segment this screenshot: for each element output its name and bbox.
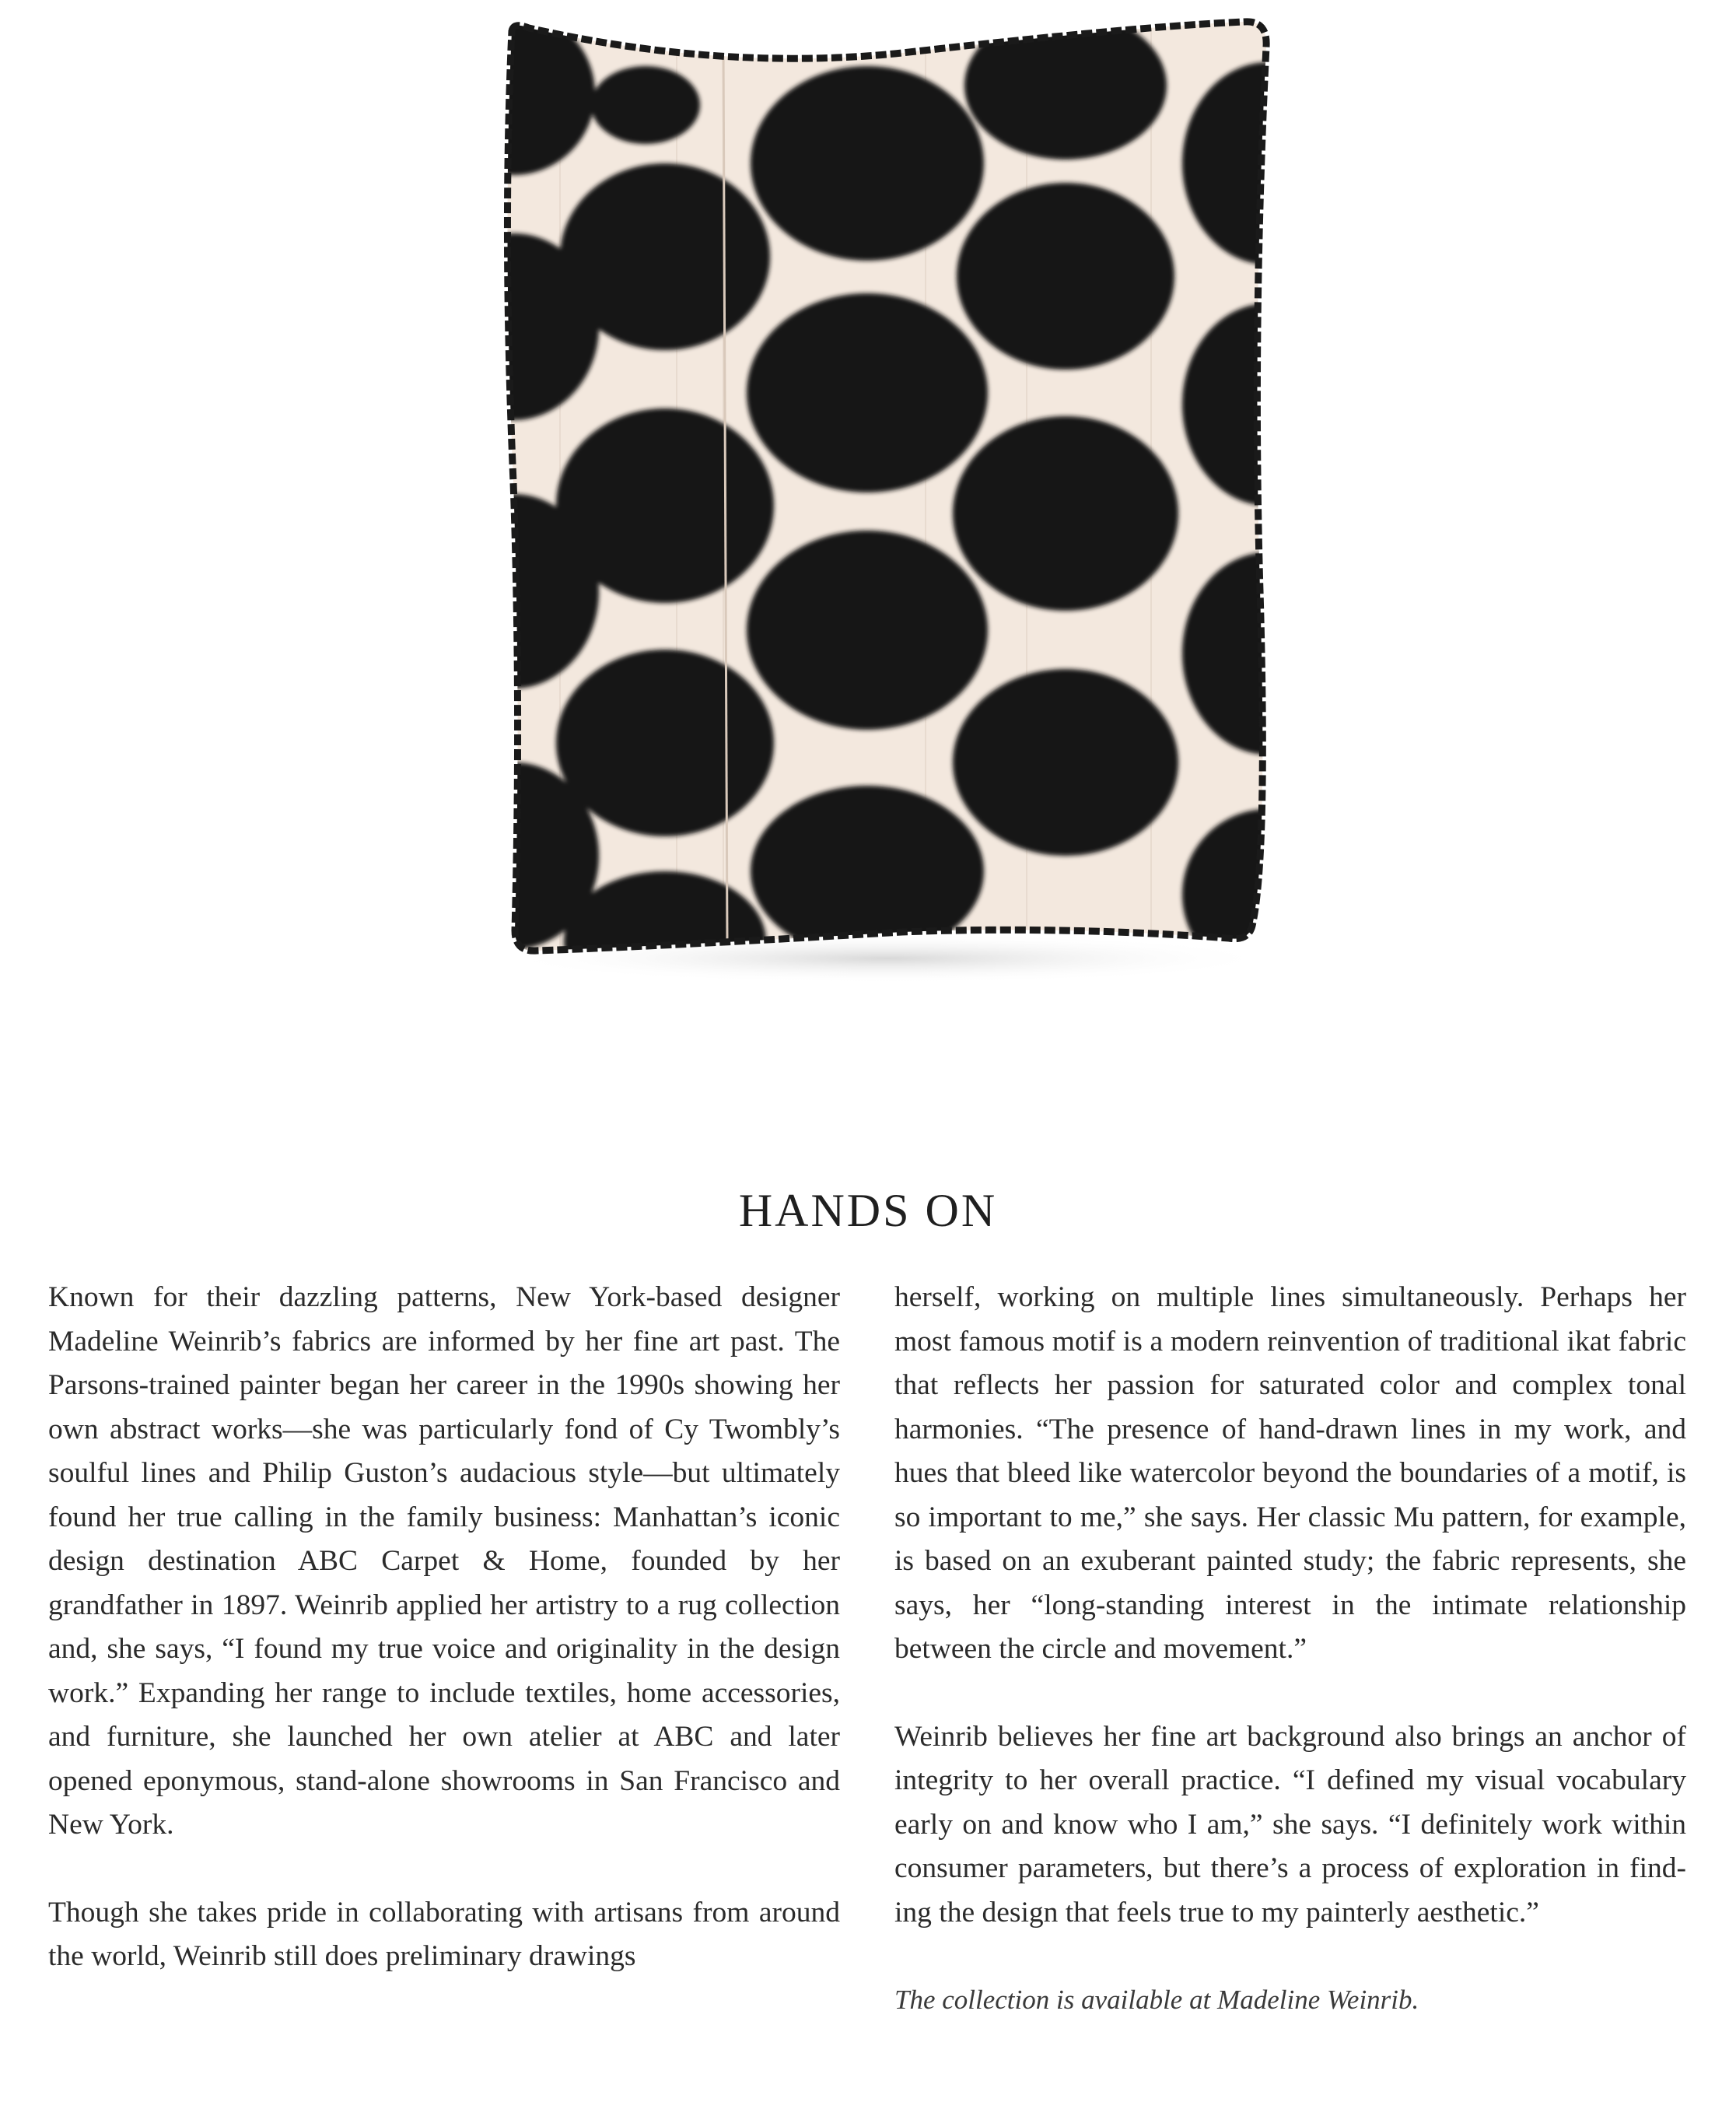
- paragraph: Though she takes pride in collaborating with artisans from around the world, Weinrib still does preliminary drawings: [48, 1896, 840, 1972]
- right-column: [894, 1276, 1686, 2023]
- availability-credit: The collection is available at Madeline Weinrib.: [894, 1985, 1419, 2015]
- pillow-photo: [467, 0, 1314, 1011]
- left-column: [48, 1276, 840, 1979]
- article-headline: HANDS ON: [738, 1185, 998, 1236]
- paragraph: Weinrib believes her fine art background also brings an anchor of integrity to her overall practice. “I defined my visual vocabulary early on and know who I am,” she says. “I definitely work within consumer parameters, but there’s a process of exploration in finding the design that feels true to my painterly aesthetic.”: [894, 1720, 1686, 1929]
- paragraph: herself, working on multiple lines simultaneously. Perhaps her most famous motif is a modern reinvention of traditional ikat fabric that reflects her passion for saturated color and complex tonal harmonies. “The presence of hand-drawn lines in my work, and hues that bleed like watercolor beyond the boundaries of a motif, is so important to me,” she says. Her classic Mu pattern, for example, is based on an exuberant painted study; the fabric represents, she says, her “long-standing interest in the intimate relationship between the circle and movement.”: [894, 1281, 1686, 1665]
- paragraph: Known for their dazzling patterns, New York-based designer Madeline Weinrib’s fabrics are informed by her fine art past. The Parsons-trained painter began her career in the 1990s showing her own abstract works—she was particularly fond of Cy Twombly’s soulful lines and Philip Guston’s audacious style—but ultimately found her true calling in the family business: Manhattan’s iconic design destination ABC Carpet & Home, founded by her grandfather in 1897. Weinrib applied her artistry to a rug collection and, she says, “I found my true voice and originality in the design work.” Expanding her range to include textiles, home accessories, and furniture, she launched her own atelier at ABC and later opened eponymous, stand-alone showrooms in San Francisco and New York.: [48, 1281, 840, 1841]
